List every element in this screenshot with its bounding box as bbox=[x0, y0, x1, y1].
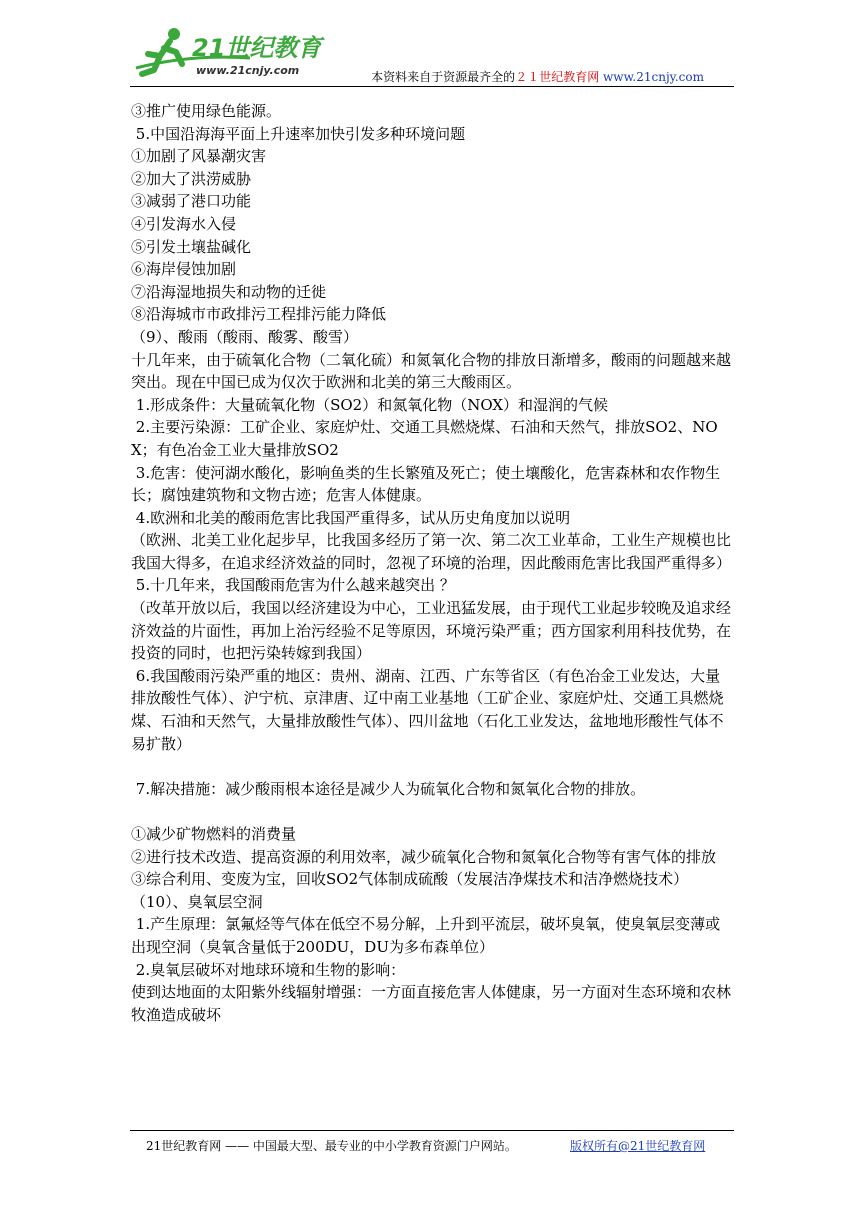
paragraph: 2.主要污染源：工矿企业、家庭炉灶、交通工具燃烧煤、石油和天然气，排放SO2、NOX；有色冶金工业大量排放SO2 bbox=[131, 418, 718, 459]
paragraph: ②进行技术改造、提高资源的利用效率，减少硫氧化合物和氮氧化合物等有害气体的排放 bbox=[131, 847, 717, 866]
logo-url: www.21cnjy.com bbox=[196, 64, 300, 77]
page-header bbox=[130, 18, 734, 86]
paragraph: （10）、臭氧层空洞 bbox=[131, 892, 263, 911]
paragraph: ④引发海水入侵 bbox=[131, 214, 237, 233]
paragraph: ③推广使用绿色能源。 bbox=[131, 102, 282, 120]
copyright-link[interactable]: 版权所有@21世纪教育网 bbox=[570, 1139, 706, 1153]
paragraph: ⑦沿海湿地损失和动物的迁徙 bbox=[131, 282, 327, 301]
paragraph: 1.形成条件：大量硫氧化物（SO2）和氮氧化物（NOX）和湿润的气候 bbox=[131, 395, 609, 414]
header-tagline bbox=[371, 68, 704, 85]
footer-divider bbox=[130, 1130, 734, 1131]
paragraph: 5.中国沿海海平面上升速率加快引发多种环境问题 bbox=[131, 124, 466, 143]
paragraph: 7.解决措施：减少酸雨根本途径是减少人为硫氧化合物和氮氧化合物的排放。 bbox=[131, 779, 646, 798]
paragraph: ⑥海岸侵蚀加剧 bbox=[131, 260, 237, 279]
paragraph: ③减弱了港口功能 bbox=[131, 192, 252, 211]
paragraph: 十几年来，由于硫氧化合物（二氧化硫）和氮氧化合物的排放日渐增多，酸雨的问题越来越突出。现在中国已成为仅次于欧洲和北美的第三大酸雨区。 bbox=[131, 350, 732, 392]
paragraph: ⑧沿海城市市政排污工程排污能力降低 bbox=[131, 305, 387, 324]
paragraph: 6.我国酸雨污染严重的地区：贵州、湖南、江西、广东等省区（有色冶金工业发达，大量排放酸性气体）、沪宁杭、京津唐、辽中南工业基地（工矿企业、家庭炉灶、交通工具燃烧煤、石油和天然气，大量排放酸性气体）、四川盆地（石化工业发达，盆地地形酸性气体不易扩散） bbox=[131, 666, 724, 753]
paragraph: 1.产生原理：氯氟烃等气体在低空不易分解，上升到平流层，破坏臭氧，使臭氧层变薄或出现空洞（臭氧含量低于200DU，DU为多布森单位） bbox=[131, 915, 721, 956]
logo-wordmark: 21世纪教育 bbox=[192, 34, 322, 62]
paragraph: ③综合利用、变废为宝，回收SO2气体制成硫酸（发展洁净煤技术和洁净燃烧技术） bbox=[131, 870, 689, 889]
header-divider bbox=[130, 86, 734, 87]
paragraph: （欧洲、北美工业化起步早，比我国多经历了第一次、第二次工业革命，工业生产规模也比我国大得多，在追求经济效益的同时，忽视了环境的治理，因此酸雨危害比我国严重得多） bbox=[131, 531, 732, 572]
paragraph: ⑤引发土壤盐碱化 bbox=[131, 237, 252, 256]
footer-text: 21世纪教育网 —— 中国最大型、最专业的中小学教育资源门户网站。 bbox=[146, 1139, 517, 1153]
paragraph: ①加剧了风暴潮灾害 bbox=[131, 147, 267, 166]
tagline-prefix: 本资料来自于资源最齐全的 bbox=[371, 70, 516, 84]
paragraph: ②加大了洪涝威胁 bbox=[131, 169, 252, 188]
paragraph: （9）、酸雨（酸雨、酸雾、酸雪） bbox=[131, 327, 359, 346]
page-footer bbox=[146, 1137, 736, 1154]
tagline-brand: ２１世纪教育网 bbox=[515, 70, 600, 84]
paragraph: （改革开放以后，我国以经济建设为中心，工业迅猛发展，由于现代工业起步较晚及追求经济效益的片面性，再加上治污经验不足等原因，环境污染严重；西方国家利用科技优势，在投资的同时，也把污染转嫁到我国） bbox=[131, 599, 732, 663]
paragraph: ①减少矿物燃料的消费量 bbox=[131, 825, 297, 843]
blank-line bbox=[131, 800, 733, 823]
paragraph: 使到达地面的太阳紫外线辐射增强：一方面直接危害人体健康，另一方面对生态环境和农林牧渔造成破坏 bbox=[131, 983, 732, 1024]
paragraph: 4.欧洲和北美的酸雨危害比我国严重得多，试从历史角度加以说明 bbox=[131, 508, 571, 527]
paragraph: 3.危害：使河湖水酸化，影响鱼类的生长繁殖及死亡；使土壤酸化，危害森林和农作物生长；腐蚀建筑物和文物古迹；危害人体健康。 bbox=[131, 463, 721, 505]
site-logo bbox=[130, 18, 340, 84]
paragraph: 5.十几年来，我国酸雨危害为什么越来越突出 ？ bbox=[131, 576, 455, 595]
tagline-url[interactable]: www.21cnjy.com bbox=[603, 70, 704, 84]
document-body bbox=[131, 100, 733, 1026]
paragraph: 2.臭氧层破坏对地球环境和生物的影响： bbox=[131, 960, 406, 979]
blank-line bbox=[131, 755, 733, 778]
